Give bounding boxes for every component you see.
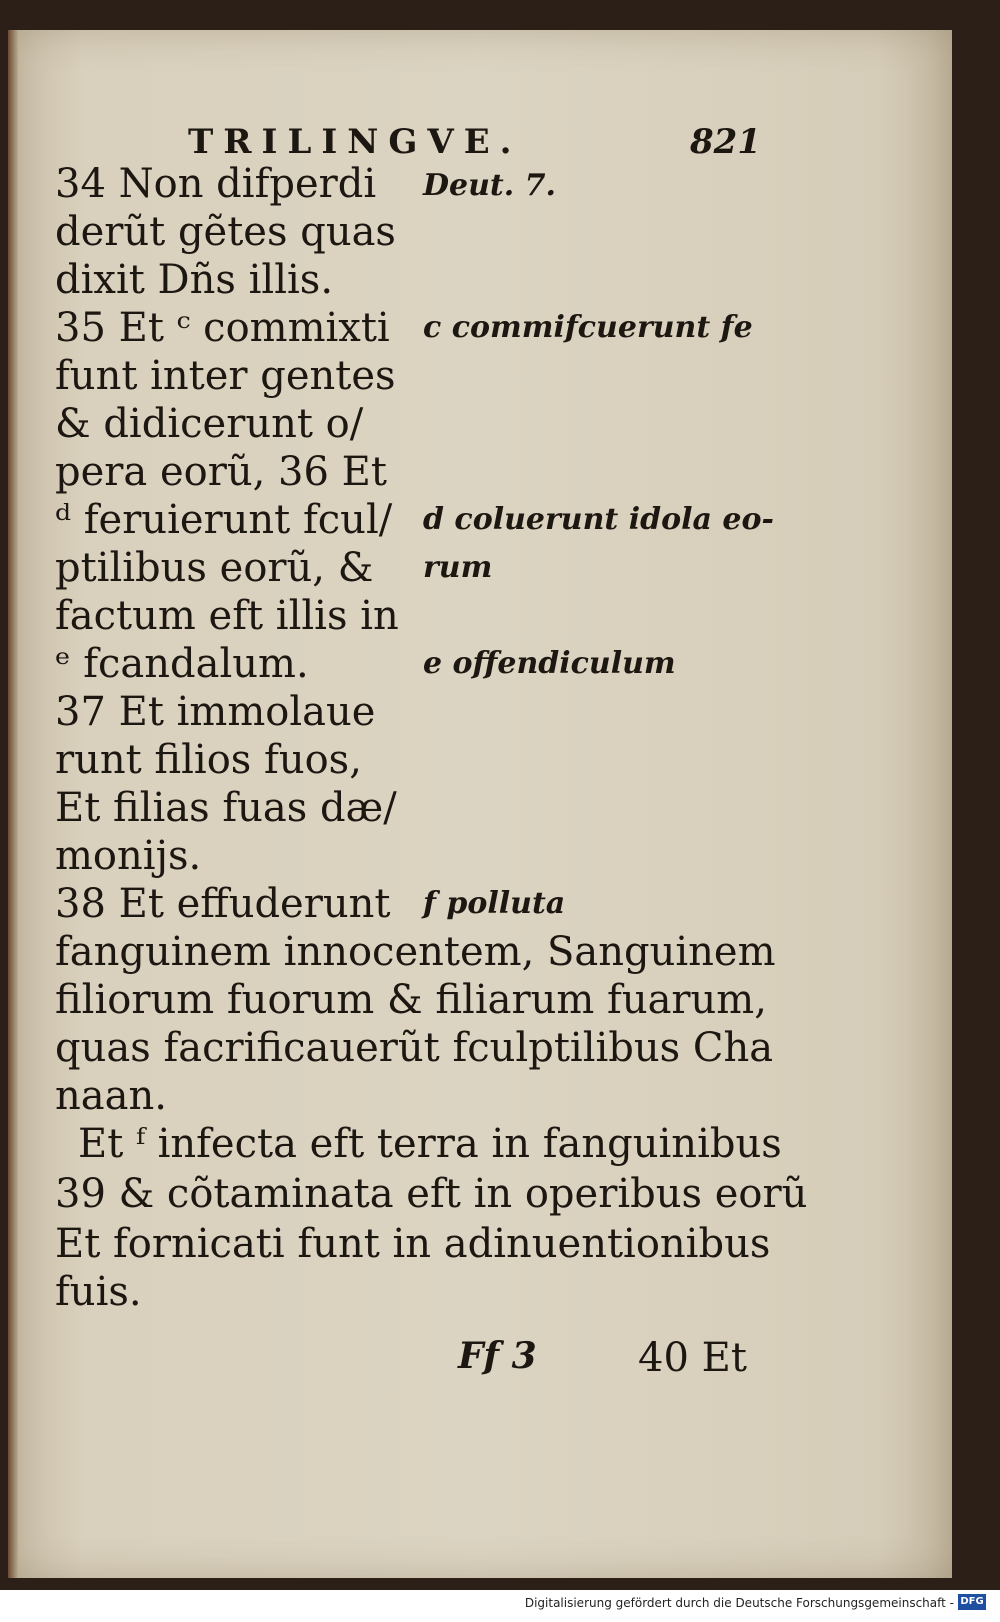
catchword: 40 Et xyxy=(638,1335,747,1381)
gloss-d-line2: rum xyxy=(423,550,493,585)
text-line: quas facrificauerũt fculptilibus Cha xyxy=(55,1025,774,1071)
gloss-c: c commifcuerunt fe xyxy=(423,310,753,345)
gloss-e: e offendiculum xyxy=(423,646,676,681)
text-line: factum eft illis in xyxy=(55,593,399,639)
text-line: filiorum fuorum & filiarum fuarum, xyxy=(55,977,767,1023)
text-line: Et fornicati funt in adinuentionibus xyxy=(55,1221,771,1267)
gloss-d-line1: d coluerunt idola eo- xyxy=(423,502,774,537)
text-line: ᵉ fcandalum. xyxy=(55,641,309,687)
gloss-f: f polluta xyxy=(423,886,566,921)
text-line: Et ᶠ infecta eft terra in fanguinibus xyxy=(78,1121,782,1167)
page-edge xyxy=(8,30,18,1578)
gloss-deut: Deut. 7. xyxy=(423,168,556,203)
digitization-note: Digitalisierung gefördert durch die Deutsche Forschungsgemeinschaft - xyxy=(524,1596,954,1610)
text-line: ptilibus eorũ, & xyxy=(55,545,374,591)
text-line: 37 Et immolaue xyxy=(55,689,376,735)
book-page xyxy=(8,30,952,1578)
digitization-footer xyxy=(0,1590,1000,1622)
text-line: fuis. xyxy=(55,1269,142,1315)
text-line: ᵈ feruierunt fcul/ xyxy=(55,497,393,543)
text-line: Et filias fuas dæ/ xyxy=(55,785,397,831)
text-line: & didicerunt o/ xyxy=(55,401,364,447)
signature-mark: Ff 3 xyxy=(458,1335,537,1377)
text-line: 39 & cõtaminata eft in operibus eorũ xyxy=(55,1171,808,1217)
text-line: 34 Non difperdi xyxy=(55,161,377,207)
text-line: derũt gẽtes quas xyxy=(55,209,396,255)
dfg-logo: DFG xyxy=(958,1594,986,1610)
page-number: 821 xyxy=(690,122,761,162)
text-line: dixit Dñs illis. xyxy=(55,257,334,303)
text-line: fanguinem innocentem, Sanguinem xyxy=(55,929,776,975)
running-head: TRILINGVE. xyxy=(188,122,522,162)
text-line: funt inter gentes xyxy=(55,353,396,399)
text-line: 38 Et effuderunt xyxy=(55,881,391,927)
text-line: runt filios fuos, xyxy=(55,737,362,783)
text-line: pera eorũ, 36 Et xyxy=(55,449,387,495)
text-line: 35 Et ᶜ commixti xyxy=(55,305,390,351)
text-line: moniјs. xyxy=(55,833,202,879)
text-line: naan. xyxy=(55,1073,167,1119)
